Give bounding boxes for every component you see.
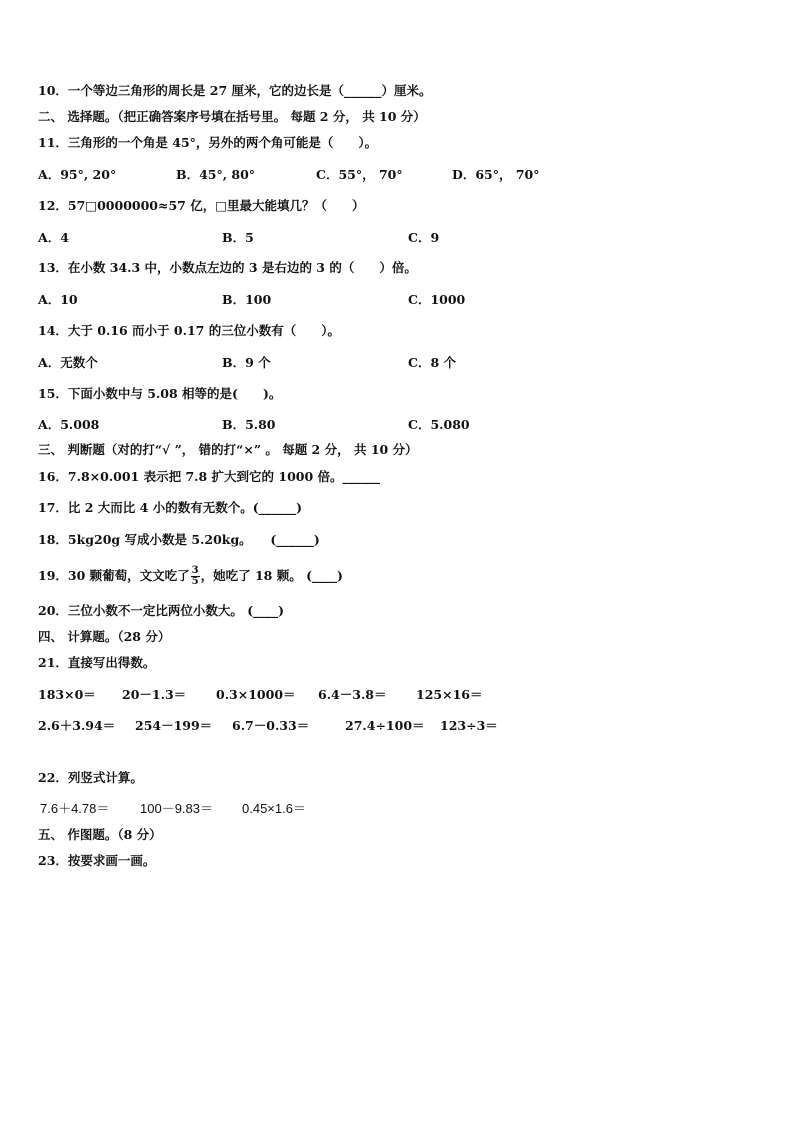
section-3-heading: 三、 判断题（对的打“√ ”， 错的打“×” 。 每题 2 分， 共 10 分） [38,442,418,457]
q19-text-before: 19．30 颗葡萄，文文吃了 [38,568,190,583]
q13-option-c: C．1000 [408,292,466,307]
question-20: 20．三位小数不一定比两位小数大。 (____) [38,603,285,618]
q15-option-b: B．5.80 [222,417,276,432]
q21-row2-item-2: 254－199＝ [135,718,213,733]
q12-option-a: A．4 [38,230,69,245]
question-12-stem: 12．57□0000000≈57 亿，□里最大能填几？（ ） [38,198,365,213]
question-18: 18．5kg20g 写成小数是 5.20kg。 (______) [38,532,320,547]
q22-item-2: 100－9.83＝ [140,801,213,816]
q11-option-b: B．45°, 80° [176,167,256,182]
q21-row1-item-1: 183×0＝ [38,687,96,702]
question-16: 16．7.8×0.001 表示把 7.8 扩大到它的 1000 倍。______ [38,469,381,484]
question-21-stem: 21．直接写出得数。 [38,655,156,670]
question-23: 23．按要求画一画。 [38,853,156,868]
q21-row1-item-3: 0.3×1000＝ [216,687,296,702]
q12-option-c: C．9 [408,230,440,245]
q22-item-1: 7.6＋4.78＝ [40,801,110,816]
q21-row1-item-2: 20－1.3＝ [122,687,187,702]
q21-row1-item-5: 125×16＝ [416,687,483,702]
question-14-stem: 14．大于 0.16 而小于 0.17 的三位小数有（ ）。 [38,323,340,338]
q11-option-c: C．55°， 70° [316,167,403,182]
section-5-heading: 五、 作图题。（8 分） [38,827,162,842]
q13-option-b: B．100 [222,292,272,307]
q12-option-b: B．5 [222,230,254,245]
q21-row1-item-4: 6.4－3.8＝ [318,687,387,702]
q13-option-a: A．10 [38,292,78,307]
q19-fraction [191,566,200,587]
question-17: 17．比 2 大而比 4 小的数有无数个。(______) [38,500,303,515]
q21-row2-item-1: 2.6＋3.94＝ [38,718,116,733]
q19-text-after: ，她吃了 18 颗。 (____) [200,568,343,583]
q14-option-c: C．8 个 [408,355,456,370]
section-2-heading: 二、 选择题。（把正确答案序号填在括号里。 每题 2 分， 共 10 分） [38,109,426,124]
q19-fraction-numerator: 3 [191,565,199,576]
question-19 [38,565,343,587]
section-4-heading: 四、 计算题。（28 分） [38,629,171,644]
q14-option-b: B．9 个 [222,355,271,370]
question-15-stem: 15．下面小数中与 5.08 相等的是( )。 [38,386,282,401]
q15-option-c: C．5.080 [408,417,470,432]
q11-option-d: D．65°， 70° [452,167,540,182]
q15-option-a: A．5.008 [38,417,100,432]
q14-option-a: A．无数个 [38,355,98,370]
q11-option-a: A．95°, 20° [38,167,117,182]
q19-fraction-denominator: 5 [191,576,199,587]
q21-row2-item-4: 27.4÷100＝ [345,718,425,733]
question-10: 10．一个等边三角形的周长是 27 厘米，它的边长是（______）厘米。 [38,83,432,98]
question-22-stem: 22．列竖式计算。 [38,770,143,785]
q21-row2-item-3: 6.7－0.33＝ [232,718,310,733]
q22-item-3: 0.45×1.6＝ [242,801,306,816]
question-13-stem: 13．在小数 34.3 中，小数点左边的 3 是右边的 3 的（ ）倍。 [38,260,417,275]
q21-row2-item-5: 123÷3＝ [440,718,498,733]
question-11-stem: 11．三角形的一个角是 45°，另外的两个角可能是（ ）。 [38,135,378,150]
